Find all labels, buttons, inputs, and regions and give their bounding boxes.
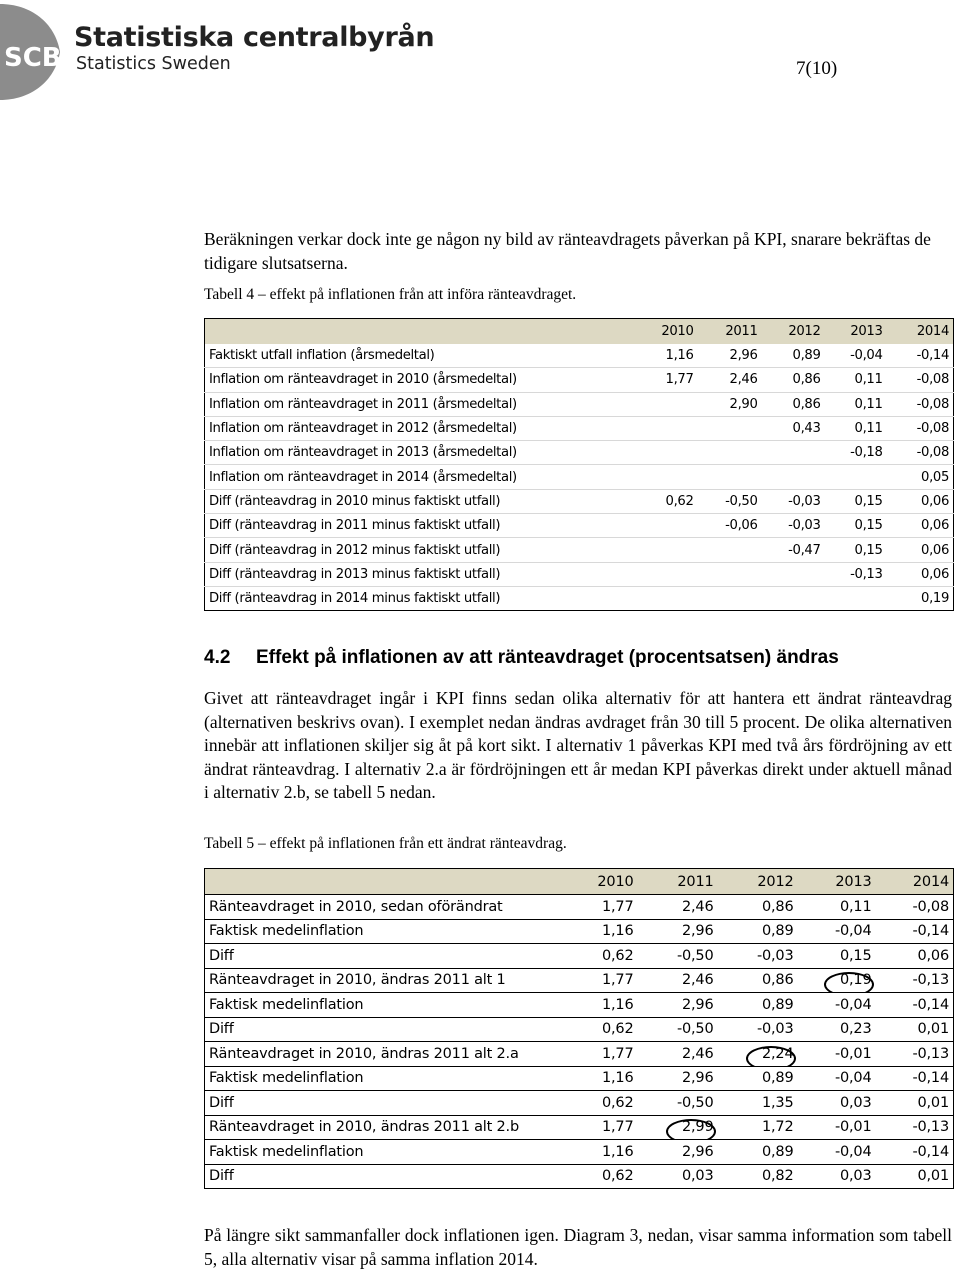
value-text: 1,16	[602, 1070, 634, 1087]
value-text: -0,03	[788, 493, 821, 509]
value-text: -0,14	[912, 1070, 949, 1087]
header-blank	[205, 319, 638, 345]
cell-value	[718, 968, 798, 993]
section-title: Effekt på inflationen av att ränteavdraget (procentsatsen) ändras	[256, 647, 839, 668]
row-label: Ränteavdraget in 2010, ändras 2011 alt 1	[205, 968, 560, 993]
row-label: Inflation om ränteavdraget in 2014 (årsmedeltal)	[205, 465, 638, 489]
cell-value	[638, 465, 698, 489]
cell-value	[876, 895, 954, 920]
year-header: 2011	[698, 319, 762, 345]
value-text: -0,01	[834, 1119, 872, 1136]
year-header: 2013	[825, 319, 887, 345]
row-label: Diff (ränteavdrag in 2010 minus faktiskt utfall)	[205, 489, 638, 513]
cell-value	[638, 895, 718, 920]
cell-value	[798, 968, 876, 993]
table-5	[204, 868, 954, 1189]
org-subtitle: Statistics Sweden	[76, 54, 231, 74]
value-text: 0,82	[762, 1168, 794, 1185]
logo-mark-text: SCB	[4, 43, 62, 73]
cell-value	[762, 489, 825, 513]
cell-value	[638, 586, 698, 610]
value-text: 1,77	[602, 972, 634, 989]
value-text: 2,96	[729, 348, 758, 364]
table-row	[205, 392, 954, 416]
cell-value	[825, 441, 887, 465]
table-row	[205, 993, 954, 1018]
value-text: 0,62	[665, 493, 694, 509]
value-text: 0,05	[921, 469, 949, 485]
table-row	[205, 441, 954, 465]
value-text: 0,86	[792, 396, 821, 412]
cell-value	[825, 562, 887, 586]
value-text: 1,77	[602, 1045, 634, 1062]
cell-value	[798, 1091, 876, 1116]
year-header: 2013	[798, 869, 876, 895]
cell-value	[798, 895, 876, 920]
value-text: 2,90	[729, 396, 758, 412]
table-row	[205, 1042, 954, 1067]
value-text: -0,08	[916, 396, 949, 412]
cell-value	[638, 1091, 718, 1116]
cell-value	[718, 1140, 798, 1165]
value-text: -0,18	[850, 445, 883, 461]
value-text: 1,77	[602, 1119, 634, 1136]
value-text: 0,62	[602, 1094, 634, 1111]
value-text: -0,08	[916, 421, 949, 437]
value-text: 0,11	[854, 372, 883, 388]
value-text: 1,35	[762, 1094, 794, 1111]
value-text: -0,03	[788, 518, 821, 534]
cell-value	[560, 1140, 638, 1165]
cell-value	[798, 1140, 876, 1165]
cell-value	[698, 586, 762, 610]
row-label: Faktisk medelinflation	[205, 1140, 560, 1165]
cell-value	[825, 392, 887, 416]
value-text: 0,15	[854, 518, 883, 534]
table-row	[205, 1091, 954, 1116]
value-text: 0,62	[602, 947, 634, 964]
cell-value	[638, 368, 698, 392]
cell-value	[887, 586, 954, 610]
cell-value	[718, 919, 798, 944]
table-row	[205, 416, 954, 440]
cell-value	[762, 344, 825, 368]
value-text: -0,14	[912, 923, 949, 940]
intro-paragraph: Beräkningen verkar dock inte ge någon ny bild av ränteavdragets påverkan på KPI, snarare bekräftas de tidigare slutsatserna.	[204, 229, 931, 273]
row-label: Inflation om ränteavdraget in 2011 (årsmedeltal)	[205, 392, 638, 416]
value-text: 0,06	[921, 542, 949, 558]
org-name: Statistiska centralbyrån	[74, 22, 435, 53]
row-label: Diff	[205, 1017, 560, 1042]
year-header: 2011	[638, 869, 718, 895]
value-text: 0,06	[917, 947, 949, 964]
cell-value	[718, 944, 798, 969]
table4-header-row	[205, 319, 954, 345]
value-text: -0,13	[850, 566, 883, 582]
value-text: 2,96	[682, 1143, 714, 1160]
cell-value	[876, 1164, 954, 1189]
value-text: 0,11	[854, 421, 883, 437]
value-text: 0,06	[921, 493, 949, 509]
cell-value	[560, 1042, 638, 1067]
cell-value	[762, 392, 825, 416]
value-text: 0,06	[921, 518, 949, 534]
cell-value	[638, 538, 698, 562]
cell-value	[698, 465, 762, 489]
table-row	[205, 1140, 954, 1165]
cell-value	[560, 1091, 638, 1116]
cell-value	[698, 368, 762, 392]
cell-value	[762, 416, 825, 440]
cell-value	[638, 416, 698, 440]
cell-value	[876, 1115, 954, 1140]
value-text: -0,08	[912, 898, 949, 915]
cell-value	[560, 968, 638, 993]
cell-value	[825, 538, 887, 562]
table-row	[205, 562, 954, 586]
value-text: 0,11	[854, 396, 883, 412]
cell-value	[698, 562, 762, 586]
table4-body	[205, 344, 954, 611]
value-text: -0,50	[676, 1094, 714, 1111]
row-label: Ränteavdraget in 2010, ändras 2011 alt 2.a	[205, 1042, 560, 1067]
value-text: 0,19	[921, 591, 949, 607]
value-text: -0,14	[916, 348, 949, 364]
row-label: Ränteavdraget in 2010, ändras 2011 alt 2.b	[205, 1115, 560, 1140]
value-text: -0,50	[676, 1021, 714, 1038]
cell-value	[825, 586, 887, 610]
value-text: -0,13	[912, 1119, 949, 1136]
cell-value	[798, 993, 876, 1018]
value-text: 0,01	[917, 1094, 949, 1111]
value-text: 0,15	[840, 947, 872, 964]
value-text: 1,16	[602, 923, 634, 940]
body-paragraph: Givet att ränteavdraget ingår i KPI finns sedan olika alternativ för att hantera ett ändrat ränteavdrag (alternativen beskrivs ovan). I exemplet nedan ändras avdraget från 30 till 5 procent. De olika alternativen innebär att inflationen skiljer sig åt på kort sikt. I alternativ 1 påverkas KPI med två års fördröjning av ett ändrat ränteavdrag. I alternativ 2.a är fördröjningen ett år medan KPI påverkas direkt under aktuell månad i alternativ 2.b, se tabell 5 nedan.	[204, 688, 952, 802]
cell-value	[825, 514, 887, 538]
row-label: Faktisk medelinflation	[205, 919, 560, 944]
table-row	[205, 1017, 954, 1042]
row-label: Diff (ränteavdrag in 2014 minus faktiskt utfall)	[205, 586, 638, 610]
cell-value	[762, 514, 825, 538]
cell-value	[718, 1066, 798, 1091]
row-label: Diff	[205, 944, 560, 969]
cell-value	[887, 344, 954, 368]
table-row	[205, 919, 954, 944]
cell-value	[762, 538, 825, 562]
cell-value	[876, 1042, 954, 1067]
cell-value	[825, 368, 887, 392]
cell-value	[887, 392, 954, 416]
cell-value	[825, 416, 887, 440]
value-text: 0,62	[602, 1021, 634, 1038]
row-label: Diff (ränteavdrag in 2012 minus faktiskt utfall)	[205, 538, 638, 562]
value-text: 0,15	[854, 493, 883, 509]
cell-value	[638, 1140, 718, 1165]
table-row	[205, 514, 954, 538]
row-label: Faktisk medelinflation	[205, 1066, 560, 1091]
cell-value	[798, 1164, 876, 1189]
cell-value	[825, 465, 887, 489]
table-row	[205, 538, 954, 562]
cell-value	[638, 1017, 718, 1042]
cell-value	[560, 895, 638, 920]
table-row	[205, 1164, 954, 1189]
cell-value	[798, 1066, 876, 1091]
cell-value	[798, 1017, 876, 1042]
value-text: -0,04	[850, 348, 883, 364]
cell-value	[876, 919, 954, 944]
cell-value	[698, 392, 762, 416]
cell-value	[718, 993, 798, 1018]
value-text: -0,06	[725, 518, 758, 534]
circled-value: 2,99	[682, 1119, 714, 1136]
table-row	[205, 489, 954, 513]
value-text: 2,46	[682, 898, 714, 915]
scb-logo-mark	[0, 2, 66, 102]
year-header: 2014	[887, 319, 954, 345]
value-text: -0,13	[912, 1045, 949, 1062]
value-text: -0,13	[912, 972, 949, 989]
cell-value	[876, 1091, 954, 1116]
cell-value	[876, 1066, 954, 1091]
cell-value	[638, 392, 698, 416]
table-row	[205, 1115, 954, 1140]
value-text: 0,89	[762, 1070, 794, 1087]
value-text: 0,89	[762, 923, 794, 940]
table-row	[205, 968, 954, 993]
value-text: 2,96	[682, 996, 714, 1013]
cell-value	[798, 1115, 876, 1140]
cell-value	[876, 968, 954, 993]
cell-value	[718, 1115, 798, 1140]
value-text: 0,06	[921, 566, 949, 582]
cell-value	[560, 944, 638, 969]
cell-value	[762, 562, 825, 586]
year-header: 2012	[718, 869, 798, 895]
row-label: Ränteavdraget in 2010, sedan oförändrat	[205, 895, 560, 920]
section-number: 4.2	[204, 647, 231, 668]
cell-value	[798, 1042, 876, 1067]
value-text: 2,46	[682, 972, 714, 989]
closing-paragraph: På längre sikt sammanfaller dock inflationen igen. Diagram 3, nedan, visar samma information som tabell 5, alla alternativ visar på samma inflation 2014.	[204, 1225, 952, 1269]
value-text: -0,14	[912, 1143, 949, 1160]
cell-value	[560, 919, 638, 944]
value-text: -0,03	[756, 947, 794, 964]
row-label: Diff (ränteavdrag in 2013 minus faktiskt utfall)	[205, 562, 638, 586]
row-label: Diff	[205, 1091, 560, 1116]
header-blank	[205, 869, 560, 895]
value-text: 1,77	[602, 898, 634, 915]
value-text: -0,04	[834, 996, 872, 1013]
cell-value	[825, 489, 887, 513]
value-text: -0,50	[676, 947, 714, 964]
value-text: -0,14	[912, 996, 949, 1013]
value-text: -0,50	[725, 493, 758, 509]
table-row	[205, 368, 954, 392]
table5-caption: Tabell 5 – effekt på inflationen från ett ändrat ränteavdrag.	[204, 835, 567, 852]
cell-value	[718, 1091, 798, 1116]
section-heading	[204, 647, 839, 669]
row-label: Inflation om ränteavdraget in 2012 (årsmedeltal)	[205, 416, 638, 440]
value-text: 0,03	[682, 1168, 714, 1185]
cell-value	[876, 993, 954, 1018]
cell-value	[698, 514, 762, 538]
value-text: -0,01	[834, 1045, 872, 1062]
cell-value	[638, 919, 718, 944]
cell-value	[718, 1017, 798, 1042]
cell-value	[638, 944, 718, 969]
cell-value	[718, 895, 798, 920]
row-label: Faktiskt utfall inflation (årsmedeltal)	[209, 348, 435, 364]
value-text: 1,77	[665, 372, 694, 388]
cell-value	[638, 514, 698, 538]
table-row	[205, 465, 954, 489]
cell-value	[798, 919, 876, 944]
cell-value	[560, 1066, 638, 1091]
value-text: -0,03	[756, 1021, 794, 1038]
table5-header-row	[205, 869, 954, 895]
cell-value	[762, 465, 825, 489]
year-header: 2010	[638, 319, 698, 345]
cell-value	[560, 1017, 638, 1042]
cell-value	[887, 441, 954, 465]
value-text: -0,08	[916, 372, 949, 388]
cell-value	[762, 441, 825, 465]
table-row	[205, 895, 954, 920]
cell-value	[638, 1066, 718, 1091]
table-row	[205, 344, 954, 368]
cell-value	[638, 968, 718, 993]
circled-value: 0,19	[840, 972, 872, 989]
cell-value	[876, 944, 954, 969]
cell-value	[762, 368, 825, 392]
year-header: 2012	[762, 319, 825, 345]
value-text: 0,03	[840, 1094, 872, 1111]
value-text: 0,86	[762, 898, 794, 915]
value-text: -0,08	[916, 445, 949, 461]
value-text: 0,86	[792, 372, 821, 388]
value-text: 0,01	[917, 1168, 949, 1185]
value-text: 0,89	[762, 1143, 794, 1160]
cell-value	[638, 489, 698, 513]
cell-value	[560, 993, 638, 1018]
cell-value	[638, 1115, 718, 1140]
value-text: 1,16	[665, 348, 694, 364]
cell-value	[698, 416, 762, 440]
value-text: -0,47	[788, 542, 821, 558]
cell-value	[638, 562, 698, 586]
cell-value	[798, 944, 876, 969]
cell-value	[887, 368, 954, 392]
cell-value	[887, 416, 954, 440]
table-row	[205, 1066, 954, 1091]
cell-value	[638, 993, 718, 1018]
value-text: 0,11	[840, 898, 872, 915]
cell-value	[887, 562, 954, 586]
cell-value	[698, 441, 762, 465]
cell-value	[887, 465, 954, 489]
value-text: 0,01	[917, 1021, 949, 1038]
value-text: 0,86	[762, 972, 794, 989]
table-row	[205, 586, 954, 610]
cell-value	[638, 441, 698, 465]
cell-value	[876, 1017, 954, 1042]
row-label: Inflation om ränteavdraget in 2013 (årsmedeltal)	[205, 441, 638, 465]
cell-value	[560, 1164, 638, 1189]
table-row	[205, 944, 954, 969]
circled-value: 2,24	[762, 1045, 794, 1062]
value-text: 1,16	[602, 1143, 634, 1160]
row-label: Inflation om ränteavdraget in 2010 (årsmedeltal)	[205, 368, 638, 392]
cell-value	[638, 1042, 718, 1067]
row-label: Faktisk medelinflation	[205, 993, 560, 1018]
cell-value	[762, 586, 825, 610]
cell-value	[876, 1140, 954, 1165]
value-text: 1,16	[602, 996, 634, 1013]
year-header: 2014	[876, 869, 954, 895]
value-text: -0,04	[834, 923, 872, 940]
value-text: 0,62	[602, 1168, 634, 1185]
row-label: Diff	[205, 1164, 560, 1189]
cell-value	[638, 1164, 718, 1189]
cell-value	[887, 514, 954, 538]
table5-body	[205, 895, 954, 1189]
value-text: 0,03	[840, 1168, 872, 1185]
cell-value	[638, 344, 698, 368]
value-text: 0,23	[840, 1021, 872, 1038]
cell-value	[718, 1164, 798, 1189]
value-text: 2,96	[682, 923, 714, 940]
cell-value	[698, 489, 762, 513]
row-label: Diff (ränteavdrag in 2011 minus faktiskt utfall)	[205, 514, 638, 538]
value-text: 0,43	[792, 421, 821, 437]
table4-caption: Tabell 4 – effekt på inflationen från att införa ränteavdraget.	[204, 286, 577, 303]
cell-value	[825, 344, 887, 368]
value-text: 2,46	[682, 1045, 714, 1062]
value-text: -0,04	[834, 1143, 872, 1160]
cell-value	[560, 1115, 638, 1140]
value-text: 2,46	[729, 372, 758, 388]
cell-value	[887, 538, 954, 562]
table-4	[204, 318, 954, 611]
value-text: 1,72	[762, 1119, 794, 1136]
cell-value	[698, 538, 762, 562]
year-header: 2010	[560, 869, 638, 895]
cell-value	[887, 489, 954, 513]
page-number: 7(10)	[796, 58, 838, 79]
scb-logo	[0, 0, 435, 105]
value-text: 2,96	[682, 1070, 714, 1087]
value-text: 0,15	[854, 542, 883, 558]
value-text: 0,89	[762, 996, 794, 1013]
value-text: 0,89	[792, 348, 821, 364]
cell-value	[698, 344, 762, 368]
cell-value	[718, 1042, 798, 1067]
value-text: -0,04	[834, 1070, 872, 1087]
